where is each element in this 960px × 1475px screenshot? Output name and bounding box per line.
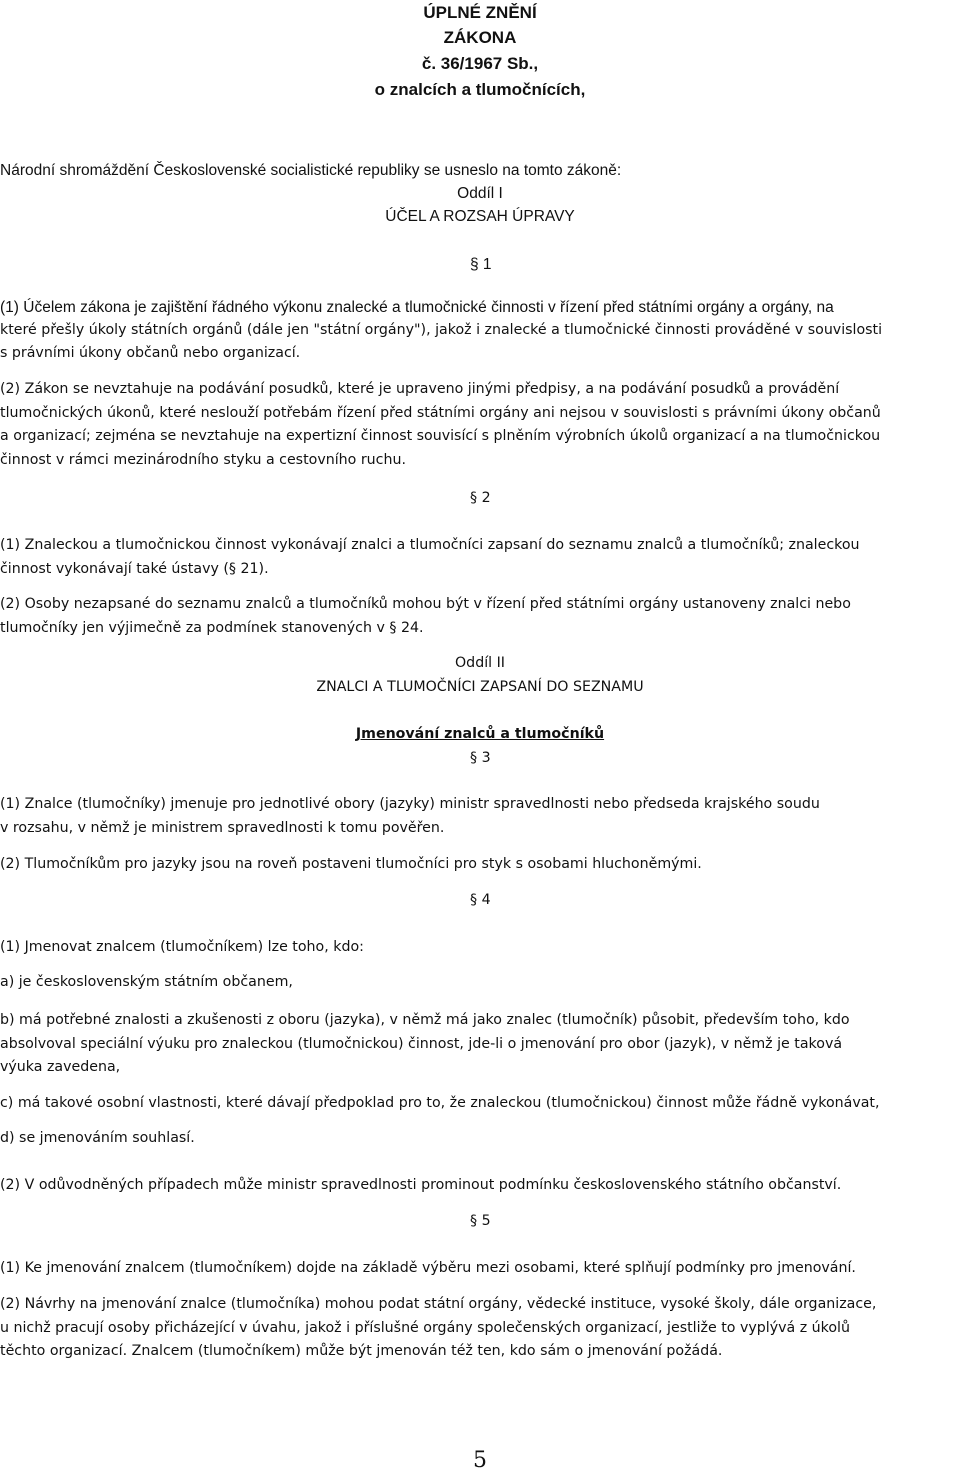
part2-label: Oddíl II bbox=[455, 655, 505, 671]
s4-item-d: d) se jmenováním souhlasí. bbox=[0, 1130, 195, 1146]
s4-item-a: a) je československým státním občanem, bbox=[0, 974, 293, 990]
text-line: těchto organizací. Znalcem (tlumočníkem) může být jmenován též ten, kdo sám o jmenování požádá. bbox=[0, 1343, 723, 1359]
text-line: které přešly úkoly státních orgánů (dále jen "státní orgány"), jakož i znalecké a tlumočnické činnosti prováděné v souvislosti bbox=[0, 322, 883, 338]
text-line: (1) Znaleckou a tlumočnickou činnost vykonávají znalci a tlumočníci zapsaní do seznamu znalců a tlumočníků; znaleckou bbox=[0, 537, 860, 553]
document-title: ÚPLNÉ ZNĚNÍ bbox=[423, 3, 537, 22]
law-number: č. 36/1967 Sb., bbox=[421, 54, 539, 73]
text-line: činnost vykonávají také ústavy (§ 21). bbox=[0, 560, 269, 577]
text-line: (2) Osoby nezapsané do seznamu znalců a tlumočníků mohou být v řízení před státními orgány ustanoveny znalci nebo bbox=[0, 596, 851, 612]
section-4-mark: § 4 bbox=[470, 892, 491, 908]
part1-title: ÚČEL A ROZSAH ÚPRAVY bbox=[385, 208, 575, 225]
section-3-mark: § 3 bbox=[470, 750, 491, 766]
text-line: a organizací; zejména se nevztahuje na expertizní činnost souvisící s plněním výrobních úkolů organizací a na tlumočnickou bbox=[0, 428, 881, 444]
text-line: (1) Účelem zákona je zajištění řádného výkonu znalecké a tlumočnické činnosti v řízení před státními orgány a orgány, na bbox=[0, 299, 834, 316]
text-line: s právními úkony občanů nebo organizací. bbox=[0, 345, 301, 361]
s4-item-c: c) má takové osobní vlastnosti, které dávají předpoklad pro to, že znaleckou (tlumočnickou) činnost může řádně vykonávat, bbox=[0, 1095, 880, 1111]
law-name: o znalcích a tlumočnících, bbox=[374, 80, 586, 99]
part2-subheading: Jmenování znalců a tlumočníků bbox=[355, 726, 605, 742]
section-1-mark: § 1 bbox=[470, 256, 492, 273]
text-line: výuka zavedena, bbox=[0, 1059, 121, 1075]
text-line: u nichž pracují osoby přicházející v úvahu, jakož i příslušné orgány společenských organizací, jestliže to vyplývá z úkolů bbox=[0, 1319, 850, 1336]
text-line: (2) Návrhy na jmenování znalce (tlumočníka) mohou podat státní orgány, vědecké instituce, vysoké školy, dále organizace, bbox=[0, 1296, 877, 1312]
text-line: b) má potřebné znalosti a zkušenosti z oboru (jazyka), v němž má jako znalec (tlumočník) působit, především toho, kdo bbox=[0, 1012, 850, 1028]
s1-paragraph-2 bbox=[0, 378, 960, 472]
s3-paragraph-2: (2) Tlumočníkům pro jazyky jsou na roveň postaveni tlumočníci pro styk s osobami hluchoněmými. bbox=[0, 856, 702, 872]
s3-paragraph-1 bbox=[0, 793, 960, 840]
text-line: (2) Zákon se nevztahuje na podávání posudků, které je upraveno jinými předpisy, a na podávání posudků a provádění bbox=[0, 381, 840, 397]
s1-paragraph-1 bbox=[0, 296, 960, 365]
page-number: 5 bbox=[473, 1448, 487, 1473]
text-line: v rozsahu, v němž je ministrem spravedlnosti k tomu pověřen. bbox=[0, 819, 445, 836]
s4-item-b bbox=[0, 1009, 960, 1080]
s4-paragraph-1: (1) Jmenovat znalcem (tlumočníkem) lze toho, kdo: bbox=[0, 939, 364, 955]
text-line: tlumočníky jen výjimečně za podmínek stanovených v § 24. bbox=[0, 619, 424, 636]
section-5-mark: § 5 bbox=[470, 1213, 491, 1229]
preamble: Národní shromáždění Československé socialistické republiky se usneslo na tomto zákoně: bbox=[0, 162, 622, 179]
s5-paragraph-2 bbox=[0, 1293, 960, 1364]
text-line: tlumočnických úkonů, které neslouží potřebám řízení před státními orgány ani nejsou v souvislosti s právními úkony občanů bbox=[0, 404, 881, 421]
part1-label: Oddíl I bbox=[457, 185, 503, 202]
s5-paragraph-1: (1) Ke jmenování znalcem (tlumočníkem) dojde na základě výběru mezi osobami, které splňují podmínky pro jmenování. bbox=[0, 1260, 856, 1276]
text-line: absolvoval speciální výuku pro znaleckou (tlumočnickou) činnost, jde-li o jmenování pro obor (jazyk), v němž je taková bbox=[0, 1035, 843, 1052]
part2-title: ZNALCI A TLUMOČNÍCI ZAPSANÍ DO SEZNAMU bbox=[316, 679, 644, 695]
section-2-mark: § 2 bbox=[470, 490, 491, 506]
text-line: (1) Znalce (tlumočníky) jmenuje pro jednotlivé obory (jazyky) ministr spravedlnosti nebo předseda krajského soudu bbox=[0, 796, 820, 812]
s2-paragraph-2 bbox=[0, 593, 960, 640]
text-line: činnost v rámci mezinárodního styku a cestovního ruchu. bbox=[0, 451, 406, 468]
s4-paragraph-2: (2) V odůvodněných případech může ministr spravedlnosti prominout podmínku československého státního občanství. bbox=[0, 1177, 842, 1193]
document-subtitle-law: ZÁKONA bbox=[443, 28, 517, 47]
s2-paragraph-1 bbox=[0, 534, 960, 581]
